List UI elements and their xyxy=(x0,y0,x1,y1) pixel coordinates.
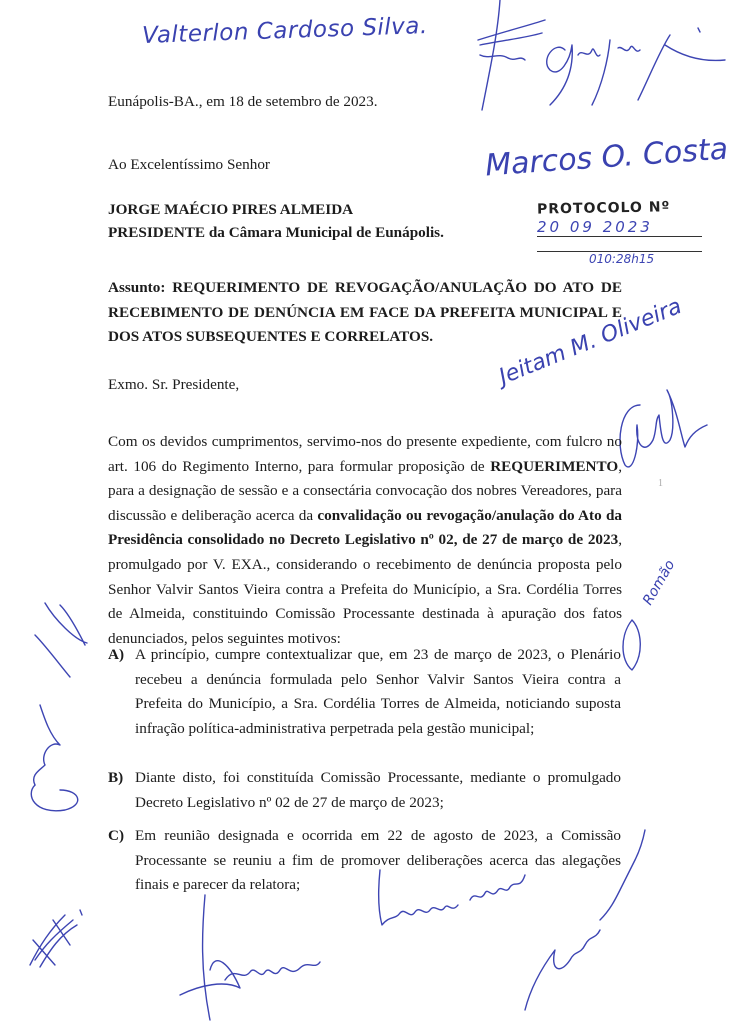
list-item-text: Diante disto, foi constituída Comissão Processante, mediante o promulgado Decreto Legislativo nº 02 de 27 de março de 2023; xyxy=(135,769,621,811)
salutation-to: Ao Excelentíssimo Senhor xyxy=(108,156,270,173)
recipient-name: JORGE MAÉCIO PIRES ALMEIDA xyxy=(108,201,354,218)
subject-text: REQUERIMENTO DE REVOGAÇÃO/ANULAÇÃO DO ATO DE RECEBIMENTO DE DENÚNCIA EM FACE DA PREFEITA MUNICIPAL E DOS ATOS SUBSEQUENTES E CORRELATOS. xyxy=(108,279,622,346)
handwritten-signature-bottom-center xyxy=(170,890,350,1024)
place-date: Eunápolis-BA., em 18 de setembro de 2023. xyxy=(108,93,378,110)
recipient-title-rest: da Câmara Municipal de Eunápolis. xyxy=(205,224,444,241)
protocol-stamp-time: 010:28h15 xyxy=(589,252,655,266)
handwritten-signature-bottom-mid-right xyxy=(370,865,530,935)
body-text-1: Com os devidos cumprimentos, servimo-nos do presente expediente, com fulcro no art. 106 do Regimento Interno, para formular proposição de xyxy=(108,433,622,475)
page-mark: 1 xyxy=(658,478,663,489)
protocol-stamp-title: PROTOCOLO Nº xyxy=(536,199,671,218)
handwritten-signature-top-right xyxy=(470,0,730,115)
body-text-3: , promulgado por V. EXA., considerando o recebimento de denúncia proposta pelo Senhor Valvir Santos Vieira contra a Prefeita do Município, a Sra. Cordélia Torres de Almeida, constituindo Comissão Processante destinada à apuração dos fatos denunciados, pelos seguintes motivos: xyxy=(108,531,622,647)
list-item-label: B) xyxy=(108,769,124,786)
handwritten-signature-bottom-left xyxy=(25,905,85,975)
handwritten-signature-bottom-right xyxy=(515,820,655,1020)
subject xyxy=(108,276,622,350)
greeting: Exmo. Sr. Presidente, xyxy=(108,376,240,393)
body-text-decree-ref: convalidação ou revogação/anulação do Ato da Presidência consolidado no Decreto Legislativo nº 02, de 27 de março de 2023 xyxy=(108,506,622,549)
handwritten-signature-margin-right xyxy=(615,385,725,475)
protocol-stamp-date: 20 09 2023 xyxy=(537,218,702,237)
protocol-stamp xyxy=(537,200,717,280)
handwritten-signature-romao: Romão xyxy=(640,557,679,608)
list-item-text: Em reunião designada e ocorrida em 22 de agosto de 2023, a Comissão Processante se reuniu a fim de promover deliberações acerca das alegações finais e parecer da relatora; xyxy=(135,827,621,894)
recipient-title-bold: PRESIDENTE xyxy=(108,224,206,241)
handwritten-signature-oliveira: Jeitam M. Oliveira xyxy=(495,294,686,390)
protocol-stamp-line xyxy=(537,237,702,252)
body-paragraph xyxy=(108,430,622,651)
handwritten-signature-marcos: Marcos O. Costa xyxy=(484,131,730,184)
list-item-text: A princípio, cumpre contextualizar que, em 23 de março de 2023, o Plenário recebeu a denúncia formulada pelo Senhor Valvir Santos Vieira contra a Prefeita do Município, a Sra. Cordélia Torres de Almeida, noticiando suposta infração política-administrativa perpetrada pela gestão municipal; xyxy=(135,646,621,737)
subject-label: Assunto: xyxy=(108,279,166,296)
body-text-requerimento: REQUERIMENTO xyxy=(490,457,619,475)
list-item-label: A) xyxy=(108,646,125,663)
list-item-label: C) xyxy=(108,827,125,844)
handwritten-signature-valterlon: Valterlon Cardoso Silva. xyxy=(141,13,429,49)
body-text-2: , para a designação de sessão e a consectária convocação dos nobres Vereadores, para discussão e deliberação acerca da xyxy=(108,457,622,524)
handwritten-signature-left-margin xyxy=(15,595,105,820)
recipient-title xyxy=(108,221,444,246)
list-item-b xyxy=(108,766,621,815)
list-item-a xyxy=(108,643,621,741)
